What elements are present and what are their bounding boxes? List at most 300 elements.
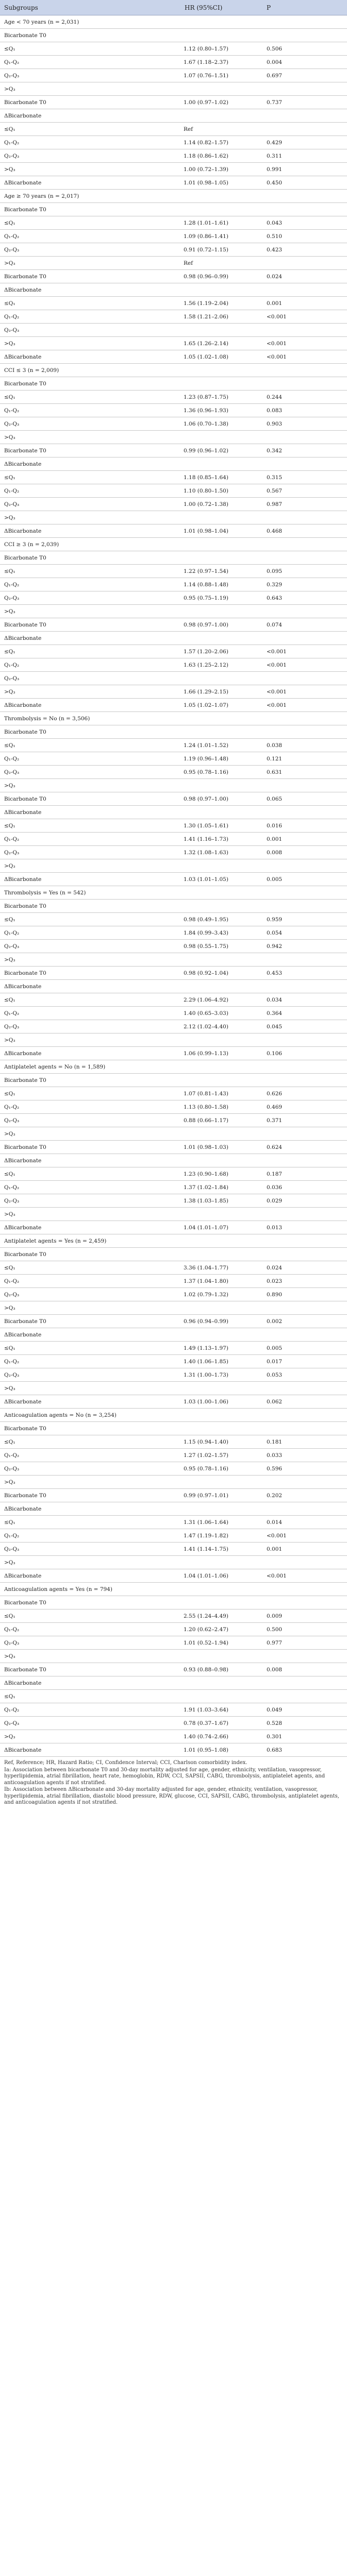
hr-cell: 1.32 (1.08–1.63) [155, 846, 262, 859]
table-row [0, 257, 347, 270]
variable-row [0, 632, 347, 645]
p-cell [262, 257, 347, 270]
p-cell [262, 1301, 347, 1315]
row-label: Q₁-Q₂ [0, 1007, 155, 1020]
hr-cell [155, 779, 262, 792]
row-label: ΔBicarbonate [0, 1221, 155, 1234]
variable-label: ΔBicarbonate [0, 109, 347, 123]
table-row [0, 431, 347, 444]
p-cell: 0.062 [262, 1395, 347, 1409]
p-cell: 0.567 [262, 484, 347, 498]
hr-cell: 1.05 (1.02–1.08) [155, 350, 262, 364]
hr-cell: 1.58 (1.21–2.06) [155, 310, 262, 324]
hr-cell: 0.96 (0.94–0.99) [155, 1315, 262, 1328]
row-label: Q₂-Q₃ [0, 417, 155, 431]
row-label: Q₂-Q₃ [0, 1114, 155, 1127]
hr-cell: 1.18 (0.85–1.64) [155, 471, 262, 484]
row-label: Q₁-Q₂ [0, 1275, 155, 1288]
p-cell: 0.005 [262, 873, 347, 886]
hr-cell: 1.22 (0.97–1.54) [155, 565, 262, 578]
table-row [0, 1730, 347, 1743]
table-row [0, 484, 347, 498]
p-cell [262, 123, 347, 136]
row-label: ΔBicarbonate [0, 699, 155, 712]
row-label: ≤Q₁ [0, 1261, 155, 1275]
table-row [0, 1543, 347, 1556]
row-label: ≤Q₁ [0, 993, 155, 1007]
subgroup-row [0, 1583, 347, 1596]
subgroup-label: Thrombolysis = Yes (n = 542) [0, 886, 347, 900]
row-label: Q₂-Q₃ [0, 940, 155, 953]
p-cell: <0.001 [262, 310, 347, 324]
hr-cell: 1.00 (0.72–1.38) [155, 498, 262, 511]
p-cell: 0.468 [262, 524, 347, 538]
hr-cell: 1.09 (0.86–1.41) [155, 230, 262, 243]
p-cell: 0.903 [262, 417, 347, 431]
variable-label: ΔBicarbonate [0, 632, 347, 645]
hr-cell: 1.03 (1.01–1.05) [155, 873, 262, 886]
variable-row [0, 29, 347, 42]
row-label: >Q₃ [0, 1556, 155, 1569]
p-cell: <0.001 [262, 337, 347, 350]
row-label: ≤Q₁ [0, 1087, 155, 1100]
variable-row [0, 1596, 347, 1609]
hr-cell: 1.37 (1.02–1.84) [155, 1181, 262, 1194]
row-label: Q₁-Q₂ [0, 230, 155, 243]
table-row [0, 524, 347, 538]
p-cell: 0.024 [262, 1261, 347, 1275]
row-label: ΔBicarbonate [0, 1395, 155, 1409]
p-cell: 0.001 [262, 1543, 347, 1556]
row-label: Q₂-Q₃ [0, 1717, 155, 1730]
variable-row [0, 1328, 347, 1342]
p-cell [262, 511, 347, 524]
p-cell: 0.631 [262, 766, 347, 779]
hr-cell: 0.99 (0.97–1.01) [155, 1489, 262, 1502]
hr-cell: 1.40 (1.06–1.85) [155, 1355, 262, 1368]
row-label: Q₂-Q₃ [0, 1636, 155, 1650]
hr-cell: 1.40 (0.74–2.66) [155, 1730, 262, 1743]
row-label: Q₂-Q₃ [0, 1194, 155, 1208]
hr-cell [155, 82, 262, 96]
variable-row [0, 1676, 347, 1690]
table-row [0, 1609, 347, 1623]
hr-cell: 2.55 (1.24–4.49) [155, 1609, 262, 1623]
p-cell [262, 1650, 347, 1663]
variable-label: Bicarbonate T0 [0, 900, 347, 913]
p-cell: 0.890 [262, 1288, 347, 1301]
p-cell: <0.001 [262, 699, 347, 712]
p-cell: 0.500 [262, 1623, 347, 1636]
hr-cell: 1.30 (1.05–1.61) [155, 819, 262, 833]
footnote-ib: Ib: Association between ΔBicarbonate and 30-day mortality adjusted for age, gender, ethnicity, ventilation, vasopressor, hyperlipidemia, atrial fibrillation, diastolic blood pressure, RDW, glucose, CCI, SAPSII, CABG, thrombolysis, antiplatelet agents, and anticoagulation agents if not stratified. [4, 1787, 339, 1805]
hr-cell: 1.84 (0.99–3.43) [155, 926, 262, 940]
table-header-row [0, 0, 347, 15]
row-label: Q₁-Q₂ [0, 1100, 155, 1114]
row-label: ≤Q₁ [0, 565, 155, 578]
row-label: Q₁-Q₂ [0, 1703, 155, 1717]
row-label: ΔBicarbonate [0, 1743, 155, 1757]
variable-label: Bicarbonate T0 [0, 29, 347, 42]
row-label: ≤Q₁ [0, 1167, 155, 1181]
p-cell: 0.004 [262, 56, 347, 69]
table-row [0, 645, 347, 658]
row-label: >Q₃ [0, 257, 155, 270]
table-row [0, 297, 347, 310]
row-label: ≤Q₁ [0, 391, 155, 404]
header-hr: HR (95%CI) [155, 0, 262, 15]
hr-cell: 0.98 (0.92–1.04) [155, 967, 262, 980]
p-cell: 0.009 [262, 1609, 347, 1623]
table-row [0, 685, 347, 699]
p-cell: 0.034 [262, 993, 347, 1007]
table-row [0, 82, 347, 96]
subgroup-row [0, 538, 347, 551]
row-label: ≤Q₁ [0, 913, 155, 926]
table-row [0, 565, 347, 578]
variable-label: Bicarbonate T0 [0, 725, 347, 739]
row-label: Bicarbonate T0 [0, 1663, 155, 1676]
p-cell: 0.014 [262, 1516, 347, 1529]
variable-label: Bicarbonate T0 [0, 1074, 347, 1087]
hr-cell: 1.07 (0.81–1.43) [155, 1087, 262, 1100]
table-row [0, 1556, 347, 1569]
hr-cell: 1.41 (1.16–1.73) [155, 833, 262, 846]
table-row [0, 658, 347, 672]
row-label: Q₂-Q₃ [0, 243, 155, 257]
hr-cell: 0.93 (0.88–0.98) [155, 1663, 262, 1676]
hr-cell: 0.98 (0.97–1.00) [155, 792, 262, 806]
hr-cell: 1.04 (1.01–1.07) [155, 1221, 262, 1234]
hr-cell: 1.47 (1.19–1.82) [155, 1529, 262, 1543]
p-cell: 0.506 [262, 42, 347, 56]
p-cell: 0.626 [262, 1087, 347, 1100]
row-label: Bicarbonate T0 [0, 1315, 155, 1328]
subgroup-label: Antiplatelet agents = Yes (n = 2,459) [0, 1234, 347, 1248]
p-cell [262, 324, 347, 337]
row-label: Q₁-Q₂ [0, 1355, 155, 1368]
hr-cell: 1.31 (1.00–1.73) [155, 1368, 262, 1382]
p-cell: 0.017 [262, 1355, 347, 1368]
p-cell [262, 431, 347, 444]
subgroup-row [0, 15, 347, 29]
table-row [0, 69, 347, 82]
table-row [0, 873, 347, 886]
p-cell: 0.469 [262, 1100, 347, 1114]
hr-cell: 1.40 (0.65–3.03) [155, 1007, 262, 1020]
table-row [0, 1650, 347, 1663]
p-cell: <0.001 [262, 1569, 347, 1583]
p-cell: 0.029 [262, 1194, 347, 1208]
variable-label: ΔBicarbonate [0, 457, 347, 471]
p-cell: 0.095 [262, 565, 347, 578]
p-cell: 0.038 [262, 739, 347, 752]
hr-cell: 1.19 (0.96–1.48) [155, 752, 262, 766]
hr-cell: 1.20 (0.62–2.47) [155, 1623, 262, 1636]
hr-cell: 1.12 (0.80–1.57) [155, 42, 262, 56]
hr-cell: 0.95 (0.78–1.16) [155, 1462, 262, 1476]
table-row [0, 1743, 347, 1757]
variable-row [0, 1422, 347, 1435]
variable-row [0, 1248, 347, 1261]
table-row [0, 324, 347, 337]
p-cell: 0.959 [262, 913, 347, 926]
table-row [0, 1020, 347, 1033]
row-label: ≤Q₁ [0, 1690, 155, 1703]
row-label: Bicarbonate T0 [0, 444, 155, 457]
hr-cell: 1.18 (0.86–1.62) [155, 149, 262, 163]
table-row [0, 1288, 347, 1301]
row-label: ≤Q₁ [0, 42, 155, 56]
hr-cell [155, 1690, 262, 1703]
p-cell: 0.054 [262, 926, 347, 940]
subgroup-label: Antiplatelet agents = No (n = 1,589) [0, 1060, 347, 1074]
row-label: Q₂-Q₃ [0, 1462, 155, 1476]
hr-cell: 0.95 (0.78–1.16) [155, 766, 262, 779]
table-row [0, 163, 347, 176]
p-cell: 0.596 [262, 1462, 347, 1476]
row-label: Q₁-Q₂ [0, 926, 155, 940]
p-cell: 0.083 [262, 404, 347, 417]
p-cell: 0.187 [262, 1167, 347, 1181]
table-row [0, 444, 347, 457]
variable-label: Bicarbonate T0 [0, 551, 347, 565]
table-row [0, 1301, 347, 1315]
footnote-abbreviations: Ref, Reference; HR, Hazard Ratio; CI, Confidence Interval; CCI, Charlson comorbidity index. [4, 1760, 247, 1766]
hr-cell: 2.29 (1.06–4.92) [155, 993, 262, 1007]
table-row [0, 1449, 347, 1462]
table-row [0, 1261, 347, 1275]
subgroup-row [0, 886, 347, 900]
row-label: >Q₃ [0, 685, 155, 699]
p-cell: 0.065 [262, 792, 347, 806]
table-row [0, 953, 347, 967]
hr-cell [155, 859, 262, 873]
p-cell [262, 1476, 347, 1489]
row-label: ≤Q₁ [0, 1435, 155, 1449]
table-row [0, 1275, 347, 1288]
hr-cell: 1.01 (0.98–1.05) [155, 176, 262, 190]
hr-cell: 0.98 (0.97–1.00) [155, 618, 262, 632]
table-row [0, 350, 347, 364]
row-label: ΔBicarbonate [0, 1047, 155, 1060]
variable-row [0, 377, 347, 391]
p-cell [262, 1033, 347, 1047]
table-row [0, 618, 347, 632]
row-label: ΔBicarbonate [0, 350, 155, 364]
p-cell: 0.423 [262, 243, 347, 257]
table-row [0, 1033, 347, 1047]
row-label: ΔBicarbonate [0, 1569, 155, 1583]
p-cell: 0.121 [262, 752, 347, 766]
footnote-ia: Ia: Association between bicarbonate T0 and 30-day mortality adjusted for age, gender, ethnicity, ventilation, vasopressor, hyperlipidemia, atrial fibrillation, heart rate, hemoglobin, RDW, CCI, SAPSII, CABG, thrombolysis, antiplatelet agents, and anticoagulation agents if not stratified. [4, 1767, 325, 1786]
row-label: ≤Q₁ [0, 216, 155, 230]
hr-cell: 0.98 (0.55–1.75) [155, 940, 262, 953]
table-row [0, 149, 347, 163]
table-row [0, 1636, 347, 1650]
table-body [0, 15, 347, 1757]
hr-cell: 1.37 (1.04–1.80) [155, 1275, 262, 1288]
table-row [0, 230, 347, 243]
table-row [0, 511, 347, 524]
p-cell [262, 779, 347, 792]
p-cell: <0.001 [262, 350, 347, 364]
p-cell: 0.977 [262, 1636, 347, 1650]
hr-cell: 1.04 (1.01–1.06) [155, 1569, 262, 1583]
table-row [0, 739, 347, 752]
p-cell: 0.429 [262, 136, 347, 149]
row-label: ≤Q₁ [0, 123, 155, 136]
row-label: ≤Q₁ [0, 739, 155, 752]
p-cell [262, 1690, 347, 1703]
table-row [0, 1100, 347, 1114]
hr-cell: 1.01 (0.98–1.03) [155, 1141, 262, 1154]
row-label: Q₁-Q₂ [0, 484, 155, 498]
subgroup-row [0, 712, 347, 725]
variable-label: Bicarbonate T0 [0, 1248, 347, 1261]
table-row [0, 967, 347, 980]
hr-cell: 1.03 (1.00–1.06) [155, 1395, 262, 1409]
variable-row [0, 900, 347, 913]
table-row [0, 1141, 347, 1154]
hr-cell: 1.36 (0.96–1.93) [155, 404, 262, 417]
p-cell: 0.301 [262, 1730, 347, 1743]
table-row [0, 819, 347, 833]
hr-cell: 1.28 (1.01–1.61) [155, 216, 262, 230]
variable-row [0, 1502, 347, 1516]
p-cell: 0.624 [262, 1141, 347, 1154]
row-label: ≤Q₁ [0, 645, 155, 658]
hr-cell: 1.01 (0.98–1.04) [155, 524, 262, 538]
hr-cell: Ref [155, 123, 262, 136]
row-label: Bicarbonate T0 [0, 96, 155, 109]
hr-cell: 1.27 (1.02–1.57) [155, 1449, 262, 1462]
variable-row [0, 203, 347, 216]
variable-label: Bicarbonate T0 [0, 1422, 347, 1435]
row-label: ΔBicarbonate [0, 176, 155, 190]
table-row [0, 1623, 347, 1636]
variable-row [0, 551, 347, 565]
hr-cell [155, 1033, 262, 1047]
p-cell: 0.053 [262, 1368, 347, 1382]
hr-cell: 0.95 (0.75–1.19) [155, 591, 262, 605]
row-label: Q₂-Q₃ [0, 1368, 155, 1382]
variable-label: ΔBicarbonate [0, 283, 347, 297]
variable-row [0, 806, 347, 819]
p-cell: 0.049 [262, 1703, 347, 1717]
p-cell: 0.942 [262, 940, 347, 953]
table-row [0, 1221, 347, 1234]
subgroup-row [0, 190, 347, 203]
hr-cell [155, 431, 262, 444]
table-row [0, 56, 347, 69]
table-row [0, 752, 347, 766]
hr-cell: 1.06 (0.99–1.13) [155, 1047, 262, 1060]
variable-label: ΔBicarbonate [0, 980, 347, 993]
row-label: Q₂-Q₃ [0, 69, 155, 82]
subgroup-label: Anticoagulation agents = Yes (n = 794) [0, 1583, 347, 1596]
hr-cell [155, 1556, 262, 1569]
table-row [0, 1476, 347, 1489]
table-row [0, 136, 347, 149]
p-cell: 0.074 [262, 618, 347, 632]
p-cell [262, 859, 347, 873]
p-cell: 0.329 [262, 578, 347, 591]
p-cell: 0.002 [262, 1315, 347, 1328]
p-cell: 0.510 [262, 230, 347, 243]
p-cell: 0.528 [262, 1717, 347, 1730]
variable-label: ΔBicarbonate [0, 1502, 347, 1516]
row-label: Q₂-Q₃ [0, 498, 155, 511]
table-row [0, 1355, 347, 1368]
variable-label: ΔBicarbonate [0, 806, 347, 819]
p-cell: 0.371 [262, 1114, 347, 1127]
variable-label: Bicarbonate T0 [0, 1596, 347, 1609]
hr-cell: 0.78 (0.37–1.67) [155, 1717, 262, 1730]
variable-label: ΔBicarbonate [0, 1676, 347, 1690]
hr-cell: 0.88 (0.66–1.17) [155, 1114, 262, 1127]
row-label: Q₂-Q₃ [0, 1288, 155, 1301]
row-label: Q₁-Q₂ [0, 56, 155, 69]
hr-cell: 1.24 (1.01–1.52) [155, 739, 262, 752]
row-label: Q₁-Q₂ [0, 1449, 155, 1462]
p-cell: 0.016 [262, 819, 347, 833]
row-label: Q₂-Q₃ [0, 672, 155, 685]
table-row [0, 792, 347, 806]
hr-cell [155, 1301, 262, 1315]
table-row [0, 1395, 347, 1409]
row-label: ΔBicarbonate [0, 524, 155, 538]
table-row [0, 859, 347, 873]
hr-cell: 1.15 (0.94–1.40) [155, 1435, 262, 1449]
table-row [0, 417, 347, 431]
header-p: P [262, 0, 347, 15]
hr-cell: Ref [155, 257, 262, 270]
row-label: ≤Q₁ [0, 1516, 155, 1529]
table-footnotes [0, 1757, 347, 1811]
hr-cell: 3.36 (1.04–1.77) [155, 1261, 262, 1275]
hr-cell: 1.65 (1.26–2.14) [155, 337, 262, 350]
table-row [0, 1007, 347, 1020]
table-row [0, 498, 347, 511]
p-cell: 0.008 [262, 1663, 347, 1676]
hr-cell [155, 1208, 262, 1221]
row-label: >Q₃ [0, 1208, 155, 1221]
table-row [0, 1208, 347, 1221]
table-row [0, 1435, 347, 1449]
p-cell: 0.453 [262, 967, 347, 980]
p-cell: 0.643 [262, 591, 347, 605]
row-label: Q₁-Q₂ [0, 752, 155, 766]
subgroup-label: Thrombolysis = No (n = 3,506) [0, 712, 347, 725]
p-cell: 0.045 [262, 1020, 347, 1033]
table-row [0, 1462, 347, 1476]
row-label: >Q₃ [0, 1382, 155, 1395]
p-cell [262, 1556, 347, 1569]
p-cell: 0.013 [262, 1221, 347, 1234]
table-row [0, 993, 347, 1007]
p-cell [262, 1127, 347, 1141]
subgroup-label: CCI ≥ 3 (n = 2,039) [0, 538, 347, 551]
row-label: Bicarbonate T0 [0, 792, 155, 806]
table-row [0, 578, 347, 591]
hr-cell: 0.98 (0.96–0.99) [155, 270, 262, 283]
row-label: ≤Q₁ [0, 1342, 155, 1355]
variable-row [0, 1154, 347, 1167]
hr-cell: 1.05 (1.02–1.07) [155, 699, 262, 712]
p-cell: 0.033 [262, 1449, 347, 1462]
subgroup-row [0, 364, 347, 377]
